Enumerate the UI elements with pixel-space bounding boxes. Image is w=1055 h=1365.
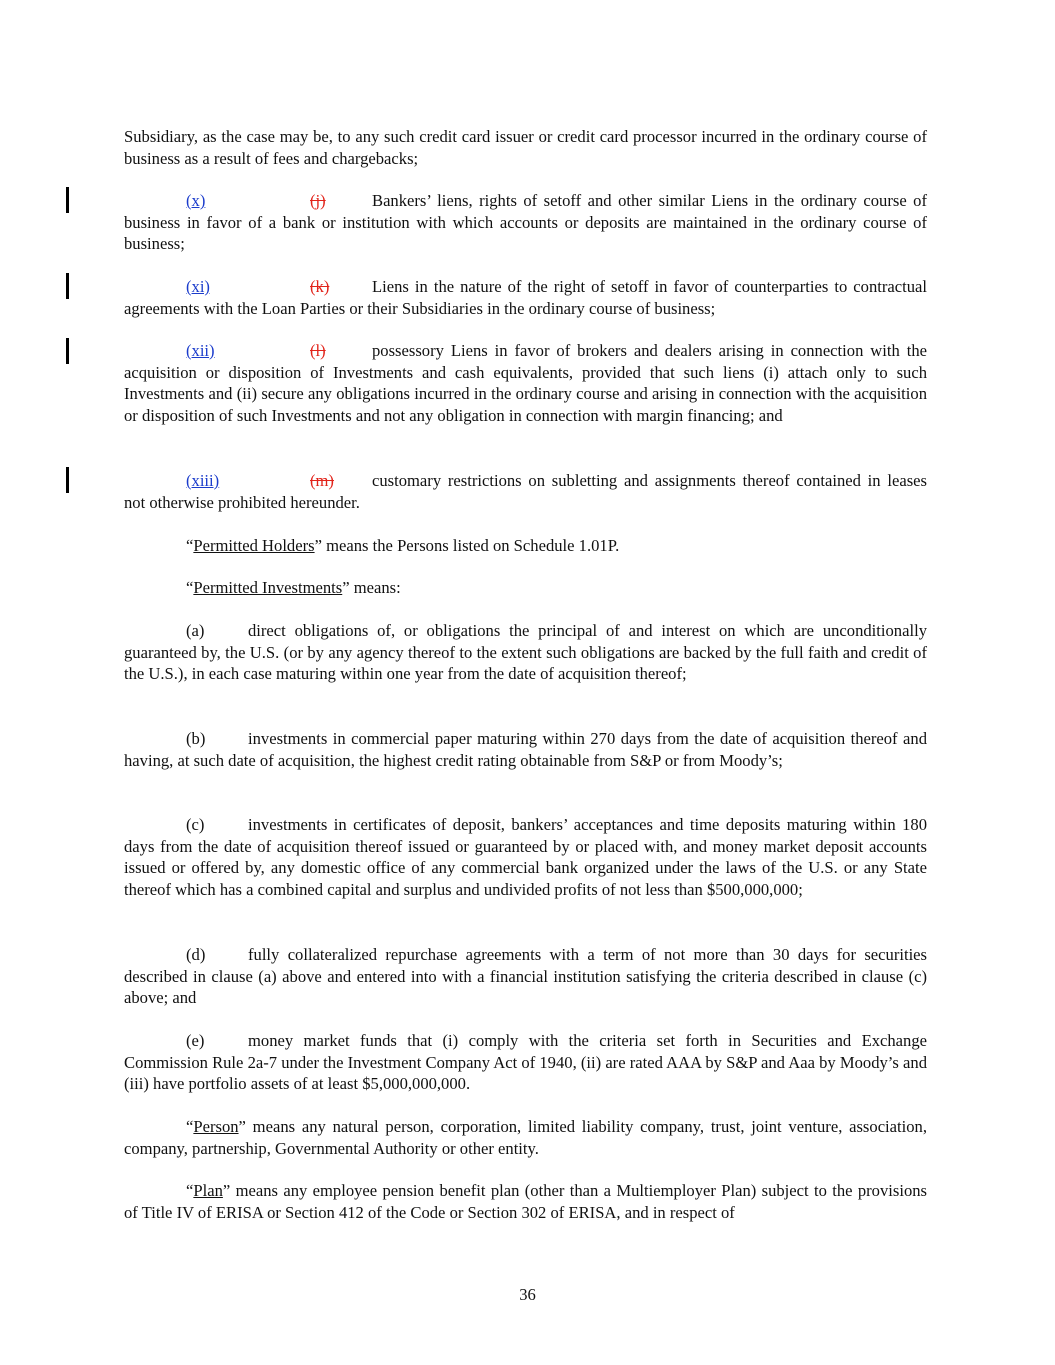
investment-clause-c — [124, 814, 927, 900]
clause-text: direct obligations of, or obligations the principal of and interest on which are unconditionally guaranteed by, the U.S. (or by any agency thereof to the extent such obligations are backed by the full faith and credit of the U.S.), in each case maturing within one year from the date of acquisition thereof; — [124, 621, 927, 684]
deleted-clause-number: (l) — [310, 341, 326, 360]
clause-xiii — [124, 470, 927, 513]
clause-text: investments in certificates of deposit, bankers’ acceptances and time deposits maturing within 180 days from the date of acquisition thereof issued or guaranteed by or placed with, and money market deposit accounts issued or offered by, any domestic office of any commercial bank organized under the laws of the U.S. or any State thereof which has a combined capital and surplus and undivided profits of not less than $500,000,000; — [124, 815, 927, 899]
clause-text: possessory Liens in favor of brokers and dealers arising in connection with the acquisition or disposition of Investments and cash equivalents, provided that such liens (i) attach only to such Investments and (ii) secure any obligations incurred in the ordinary course and arising in connection with the acquisition or disposition of such Investments and not any obligation in connection with margin financing; and — [124, 341, 927, 425]
change-bar — [66, 187, 69, 213]
quote-mark: “ — [186, 536, 194, 555]
change-bar — [66, 338, 69, 364]
change-bar — [66, 467, 69, 493]
inserted-clause-number: (xii) — [186, 341, 215, 360]
clause-text: money market funds that (i) comply with the criteria set forth in Securities and Exchange Commission Rule 2a-7 under the Investment Company Act of 1940, (ii) are rated AAA by S&P and Aaa by Moody’s and (iii) have portfolio assets of at least $5,000,000,000. — [124, 1031, 927, 1094]
definition-text: ” means any employee pension benefit plan (other than a Multiemployer Plan) subject to the provisions of Title IV of ERISA or Section 412 of the Code or Section 302 of ERISA, and in respect of — [124, 1181, 927, 1222]
clause-number: (b) — [186, 729, 206, 748]
paragraph-text: Subsidiary, as the case may be, to any such credit card issuer or credit card processor incurred in the ordinary course of business as a result of fees and chargebacks; — [124, 127, 927, 168]
definition-plan — [124, 1180, 927, 1223]
defined-term: Plan — [193, 1181, 223, 1200]
clause-number: (e) — [186, 1031, 205, 1050]
deleted-clause-number: (j) — [310, 191, 326, 210]
clause-text: Liens in the nature of the right of setoff in favor of counterparties to contractual agreements with the Loan Parties or their Subsidiaries in the ordinary course of business; — [124, 277, 927, 318]
page-body — [124, 0, 927, 1365]
defined-term: Permitted Holders — [193, 536, 315, 555]
inserted-clause-number: (xiii) — [186, 471, 220, 490]
paragraph-continuation — [124, 126, 927, 169]
investment-clause-e — [124, 1030, 927, 1095]
clause-x — [124, 190, 927, 255]
deleted-clause-number: (k) — [310, 277, 330, 296]
clause-text: investments in commercial paper maturing within 270 days from the date of acquisition thereof and having, at such date of acquisition, the highest credit rating obtainable from S&P or from Moody’s; — [124, 729, 927, 770]
clause-number: (d) — [186, 945, 206, 964]
investment-clause-a — [124, 620, 927, 685]
deleted-clause-number: (m) — [310, 471, 334, 490]
quote-mark: “ — [186, 578, 194, 597]
definition-permitted-investments — [124, 577, 927, 599]
investment-clause-d — [124, 944, 927, 1009]
inserted-clause-number: (xi) — [186, 277, 210, 296]
quote-mark: “ — [186, 1181, 194, 1200]
definition-text: ” means the Persons listed on Schedule 1.01P. — [314, 536, 620, 555]
clause-number: (a) — [186, 621, 205, 640]
defined-term: Person — [193, 1117, 239, 1136]
page-number: 36 — [519, 1285, 536, 1304]
defined-term: Permitted Investments — [193, 578, 343, 597]
clause-text: fully collateralized repurchase agreements with a term of not more than 30 days for securities described in clause (a) above and entered into with a financial institution satisfying the criteria described in clause (c) above; and — [124, 945, 927, 1008]
clause-number: (c) — [186, 815, 205, 834]
clause-xi — [124, 276, 927, 319]
definition-text: ” means any natural person, corporation, limited liability company, trust, joint venture, association, company, partnership, Governmental Authority or other entity. — [124, 1117, 927, 1158]
quote-mark: “ — [186, 1117, 194, 1136]
definition-person — [124, 1116, 927, 1159]
clause-text: customary restrictions on subletting and assignments thereof contained in leases not otherwise prohibited hereunder. — [124, 471, 927, 512]
inserted-clause-number: (x) — [186, 191, 206, 210]
definition-permitted-holders — [124, 535, 927, 557]
clause-text: Bankers’ liens, rights of setoff and other similar Liens in the ordinary course of business in favor of a bank or institution with which accounts or deposits are maintained in the ordinary course of business; — [124, 191, 927, 254]
change-bar — [66, 273, 69, 299]
definition-text: ” means: — [342, 578, 401, 597]
investment-clause-b — [124, 728, 927, 771]
clause-xii — [124, 340, 927, 426]
